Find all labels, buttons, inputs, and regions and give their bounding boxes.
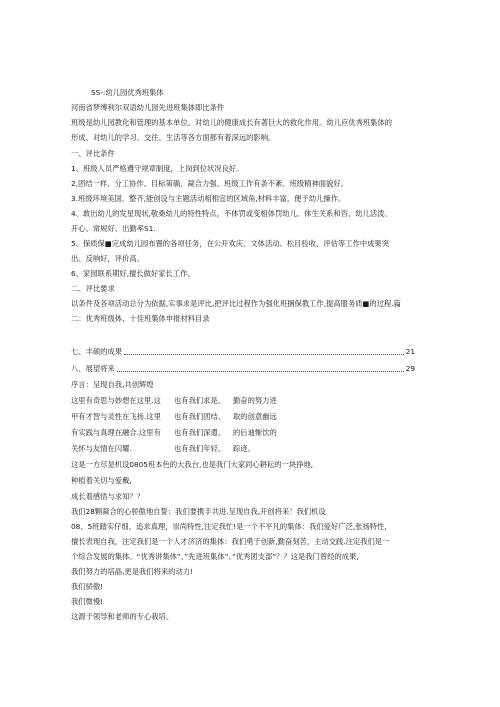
preface-line: 个综合发展的集体。“优秀讲集体”、”先进班集体”、”优秀团支部”？？这是我门曾经的成果, [71, 552, 359, 561]
criteria-item: 出、反响好，评价高。 [71, 254, 144, 263]
preface-cell: 也有我们深遣、 [174, 428, 226, 437]
toc-label: 七、丰硕的成果 [71, 347, 123, 356]
criteria-item: 开心、常规好、出勤率S1. [71, 224, 156, 233]
preface-cell: 也有我们求是、 [174, 396, 226, 405]
preface-cell: 的后迪惭饮的 [233, 428, 277, 437]
doc-subtitle: 河南省梦缚利尔双语幼儿园先进班集体即比条件 [71, 103, 225, 112]
preface-cell: 有实践与真理在融合.这里有 [71, 428, 161, 437]
preface-cell: 也有我们年轻、 [174, 444, 226, 453]
preface-cell: 这里有奇思与妙想在这里.这 [71, 396, 161, 405]
intro-line: 班级是幼儿园教化和管理的基本单位。对幼儿的健康成长有著巨大的救化作用。幼儿应优秀班集体的 [71, 118, 393, 127]
toc-page: 29 [405, 364, 415, 373]
requirement-line: 二：优秀班级体、十佳班集体申报材料目录 [71, 314, 210, 323]
preface-cell: 也有我们团结、 [174, 412, 226, 421]
preface-line: 擅长表现自我，注定我们是一个人才济济的集体：我们勇于创新,勤奋刻苦，主动交践.注定我们是一 [71, 537, 390, 546]
criteria-item: 4、敢出幼儿的发星现状,敬桑幼儿的特性特点，不体罚或变相体罚幼儿。体生关系和咨，幼儿活泼、 [71, 209, 392, 218]
preface-cell: 踪迹。 [233, 444, 255, 453]
preface-cell: 取的创意幽远 [233, 412, 277, 421]
preface-line: 我们骄傲! [71, 582, 104, 591]
preface-row [71, 428, 371, 438]
criteria-item: 5、保质保■完成幼儿园布置的各项任务，在公开欢庆、文体活动、松目验收、评估等工作中成果突 [71, 239, 390, 248]
intro-line: 形成、对幼儿的学习、交往、生活等各方面都有着深远的影响。 [71, 133, 276, 142]
preface-line: 我们28颗凝合的心骄傲地自誓：我们要携手共进.呈现自我,开创将来！我们机设 [71, 507, 326, 516]
preface-line: 08、5班踏实仔细，追求真理，崇尚特性,注定我忙!是一个不平凡的集体：我们爱好广泛,张扬特性， [71, 522, 392, 531]
preface-line: 我们努力的培晶,更是我们将来的动力! [71, 567, 193, 576]
criteria-item: 6、家园联系期好,擅长做好家长工作。 [71, 269, 195, 278]
toc-label: 八、展望将来 [71, 364, 115, 373]
preface-row [71, 412, 371, 422]
preface-cell: 勤奋的努力进 [233, 396, 277, 405]
toc-leader [124, 347, 404, 355]
toc-page: 21 [405, 347, 415, 356]
toc-entry[interactable] [71, 347, 415, 357]
preface-cell: 关怀与友情在闪耀. [71, 444, 132, 453]
criteria-item: 2,团结一样、分工协作、目标第确、凝合力强、班级工作有条不紊、班级精神面貌好。 [71, 179, 348, 188]
preface-row [71, 444, 371, 454]
preface-row [71, 396, 371, 406]
section-heading: 一、评比条件 [71, 149, 115, 158]
section-heading: 二、评比要求 [71, 284, 115, 293]
preface-line: 我们微慢! [71, 597, 104, 606]
preface-line: 种植着关切与爱戴, [71, 476, 132, 485]
criteria-item: 3.班级环境美国、整齐,能创设与主题活动相相宜的区域角,材料丰富，便于幼儿操作。 [71, 194, 346, 203]
requirement-line: 以条件及各项活动总分为依据,实事求是评比,把评比过程作为强化班捆保教工作,提高服务质■的过程.篇 [71, 299, 401, 308]
preface-line: 这是一方尽显机设0805班本色的大我台,也是我门大家同心耕耘的一块挣地, [71, 460, 314, 469]
preface-heading: 序言：呈现自我,共创辉煌 [71, 380, 154, 389]
doc-title: SS-:幼儿园优秀班集体 [91, 88, 164, 97]
toc-leader [117, 364, 404, 372]
preface-cell: 甲有才智与灵性在飞扬.这里 [71, 412, 161, 421]
toc-entry[interactable] [71, 364, 415, 374]
preface-line: 成长着感悟与求知？？ [71, 492, 144, 501]
preface-line: 这源于领导和老师的专心栽培。 [71, 612, 174, 621]
criteria-item: 1、班级人员严格遵守规章制度，上岗到位状况良好。 [71, 164, 244, 173]
